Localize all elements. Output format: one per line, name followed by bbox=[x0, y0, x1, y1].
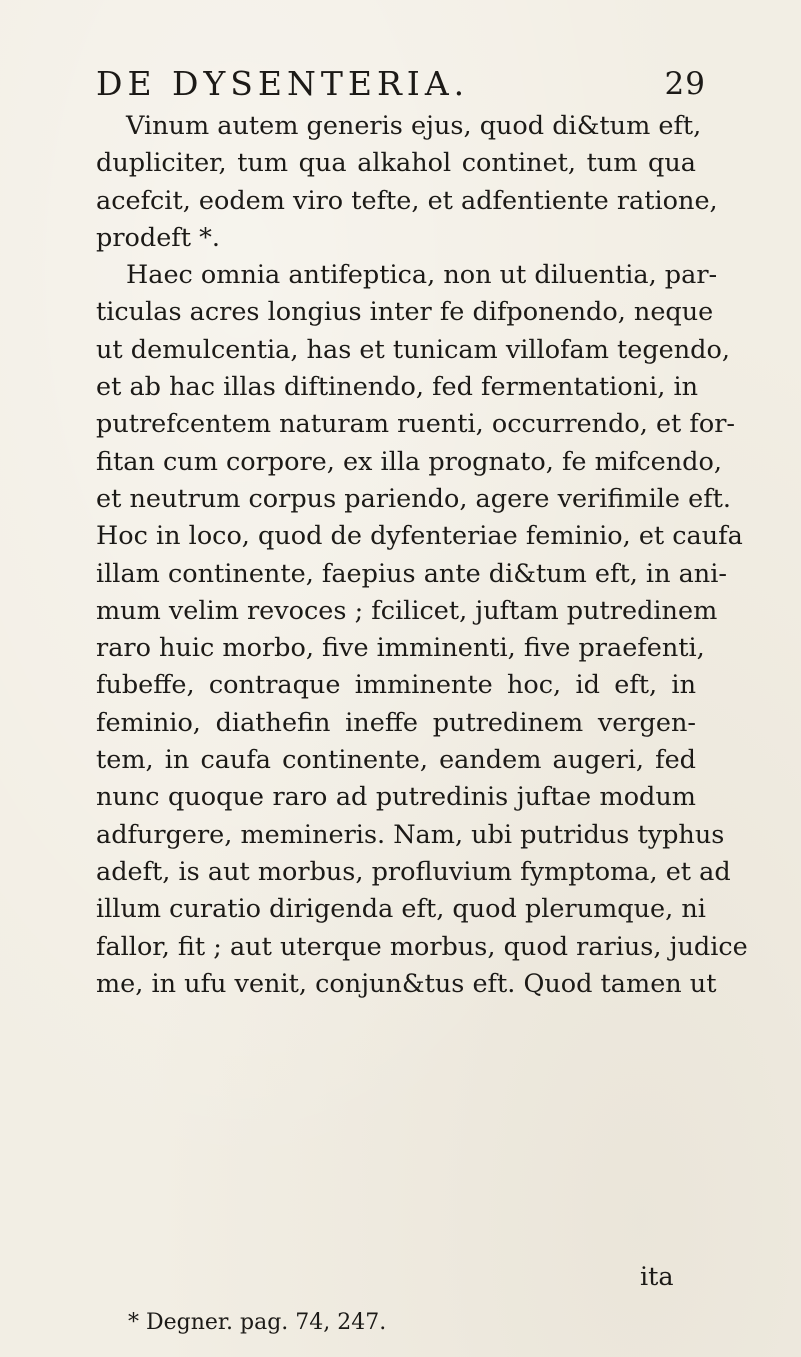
page-number: 29 bbox=[664, 66, 706, 102]
text-line: me, in ufu venit, conjun&tus eft. Quod tamen ut bbox=[96, 968, 717, 999]
text-line: fitan cum corpore, ex illa prognato, fe mifcendo, bbox=[96, 446, 722, 477]
text-line: adfurgere, memineris. Nam, ubi putridus typhus bbox=[96, 819, 725, 850]
body-text bbox=[96, 108, 748, 1003]
text-line: et ab hac illas diftinendo, fed fermentationi, in bbox=[96, 372, 699, 403]
text-line: Haec omnia antifeptica, non ut diluentia, par- bbox=[126, 260, 718, 291]
text-line: raro huic morbo, five imminenti, five praefenti, bbox=[96, 633, 705, 664]
text-line: fallor, fit ; aut uterque morbus, quod rarius, judice bbox=[96, 931, 748, 962]
text-line: acefcit, eodem viro tefte, et adfentiente ratione, bbox=[96, 185, 718, 216]
text-line: prodeft *. bbox=[96, 222, 220, 253]
text-line: Hoc in loco, quod de dyfenteriae feminio, et caufa bbox=[96, 521, 743, 552]
text-line: putrefcentem naturam ruenti, occurrendo, et for- bbox=[96, 409, 736, 440]
text-line: et neutrum corpus pariendo, agere verifimile eft. bbox=[96, 483, 731, 514]
text-line: illam continente, faepius ante di&tum eft, in ani- bbox=[96, 558, 728, 589]
text-line: illum curatio dirigenda eft, quod plerumque, ni bbox=[96, 894, 706, 925]
text-line: ut demulcentia, has et tunicam villofam tegendo, bbox=[96, 334, 730, 365]
text-line: ticulas acres longius inter fe difponendo, neque bbox=[96, 297, 714, 328]
catchword: ita bbox=[640, 1262, 674, 1292]
page-header bbox=[96, 64, 706, 104]
text-line: dupliciter, tum qua alkahol continet, tum qua bbox=[96, 148, 696, 179]
text-line: fubeffe, contraque imminente hoc, id eft, in bbox=[96, 670, 696, 701]
text-line: feminio, diathefin ineffe putredinem vergen- bbox=[96, 707, 696, 738]
text-line: tem, in caufa continente, eandem augeri, fed bbox=[96, 745, 696, 776]
text-line: nunc quoque raro ad putredinis juftae modum bbox=[96, 782, 696, 813]
text-line: adeft, is aut morbus, profluvium fymptoma, et ad bbox=[96, 856, 731, 887]
running-title: DE DYSENTERIA. bbox=[96, 64, 470, 103]
text-line: mum velim revoces ; fcilicet, juftam putredinem bbox=[96, 595, 718, 626]
text-line: Vinum autem generis ejus, quod di&tum eft, bbox=[126, 111, 702, 141]
footnote: * Degner. pag. 74, 247. bbox=[128, 1310, 387, 1335]
